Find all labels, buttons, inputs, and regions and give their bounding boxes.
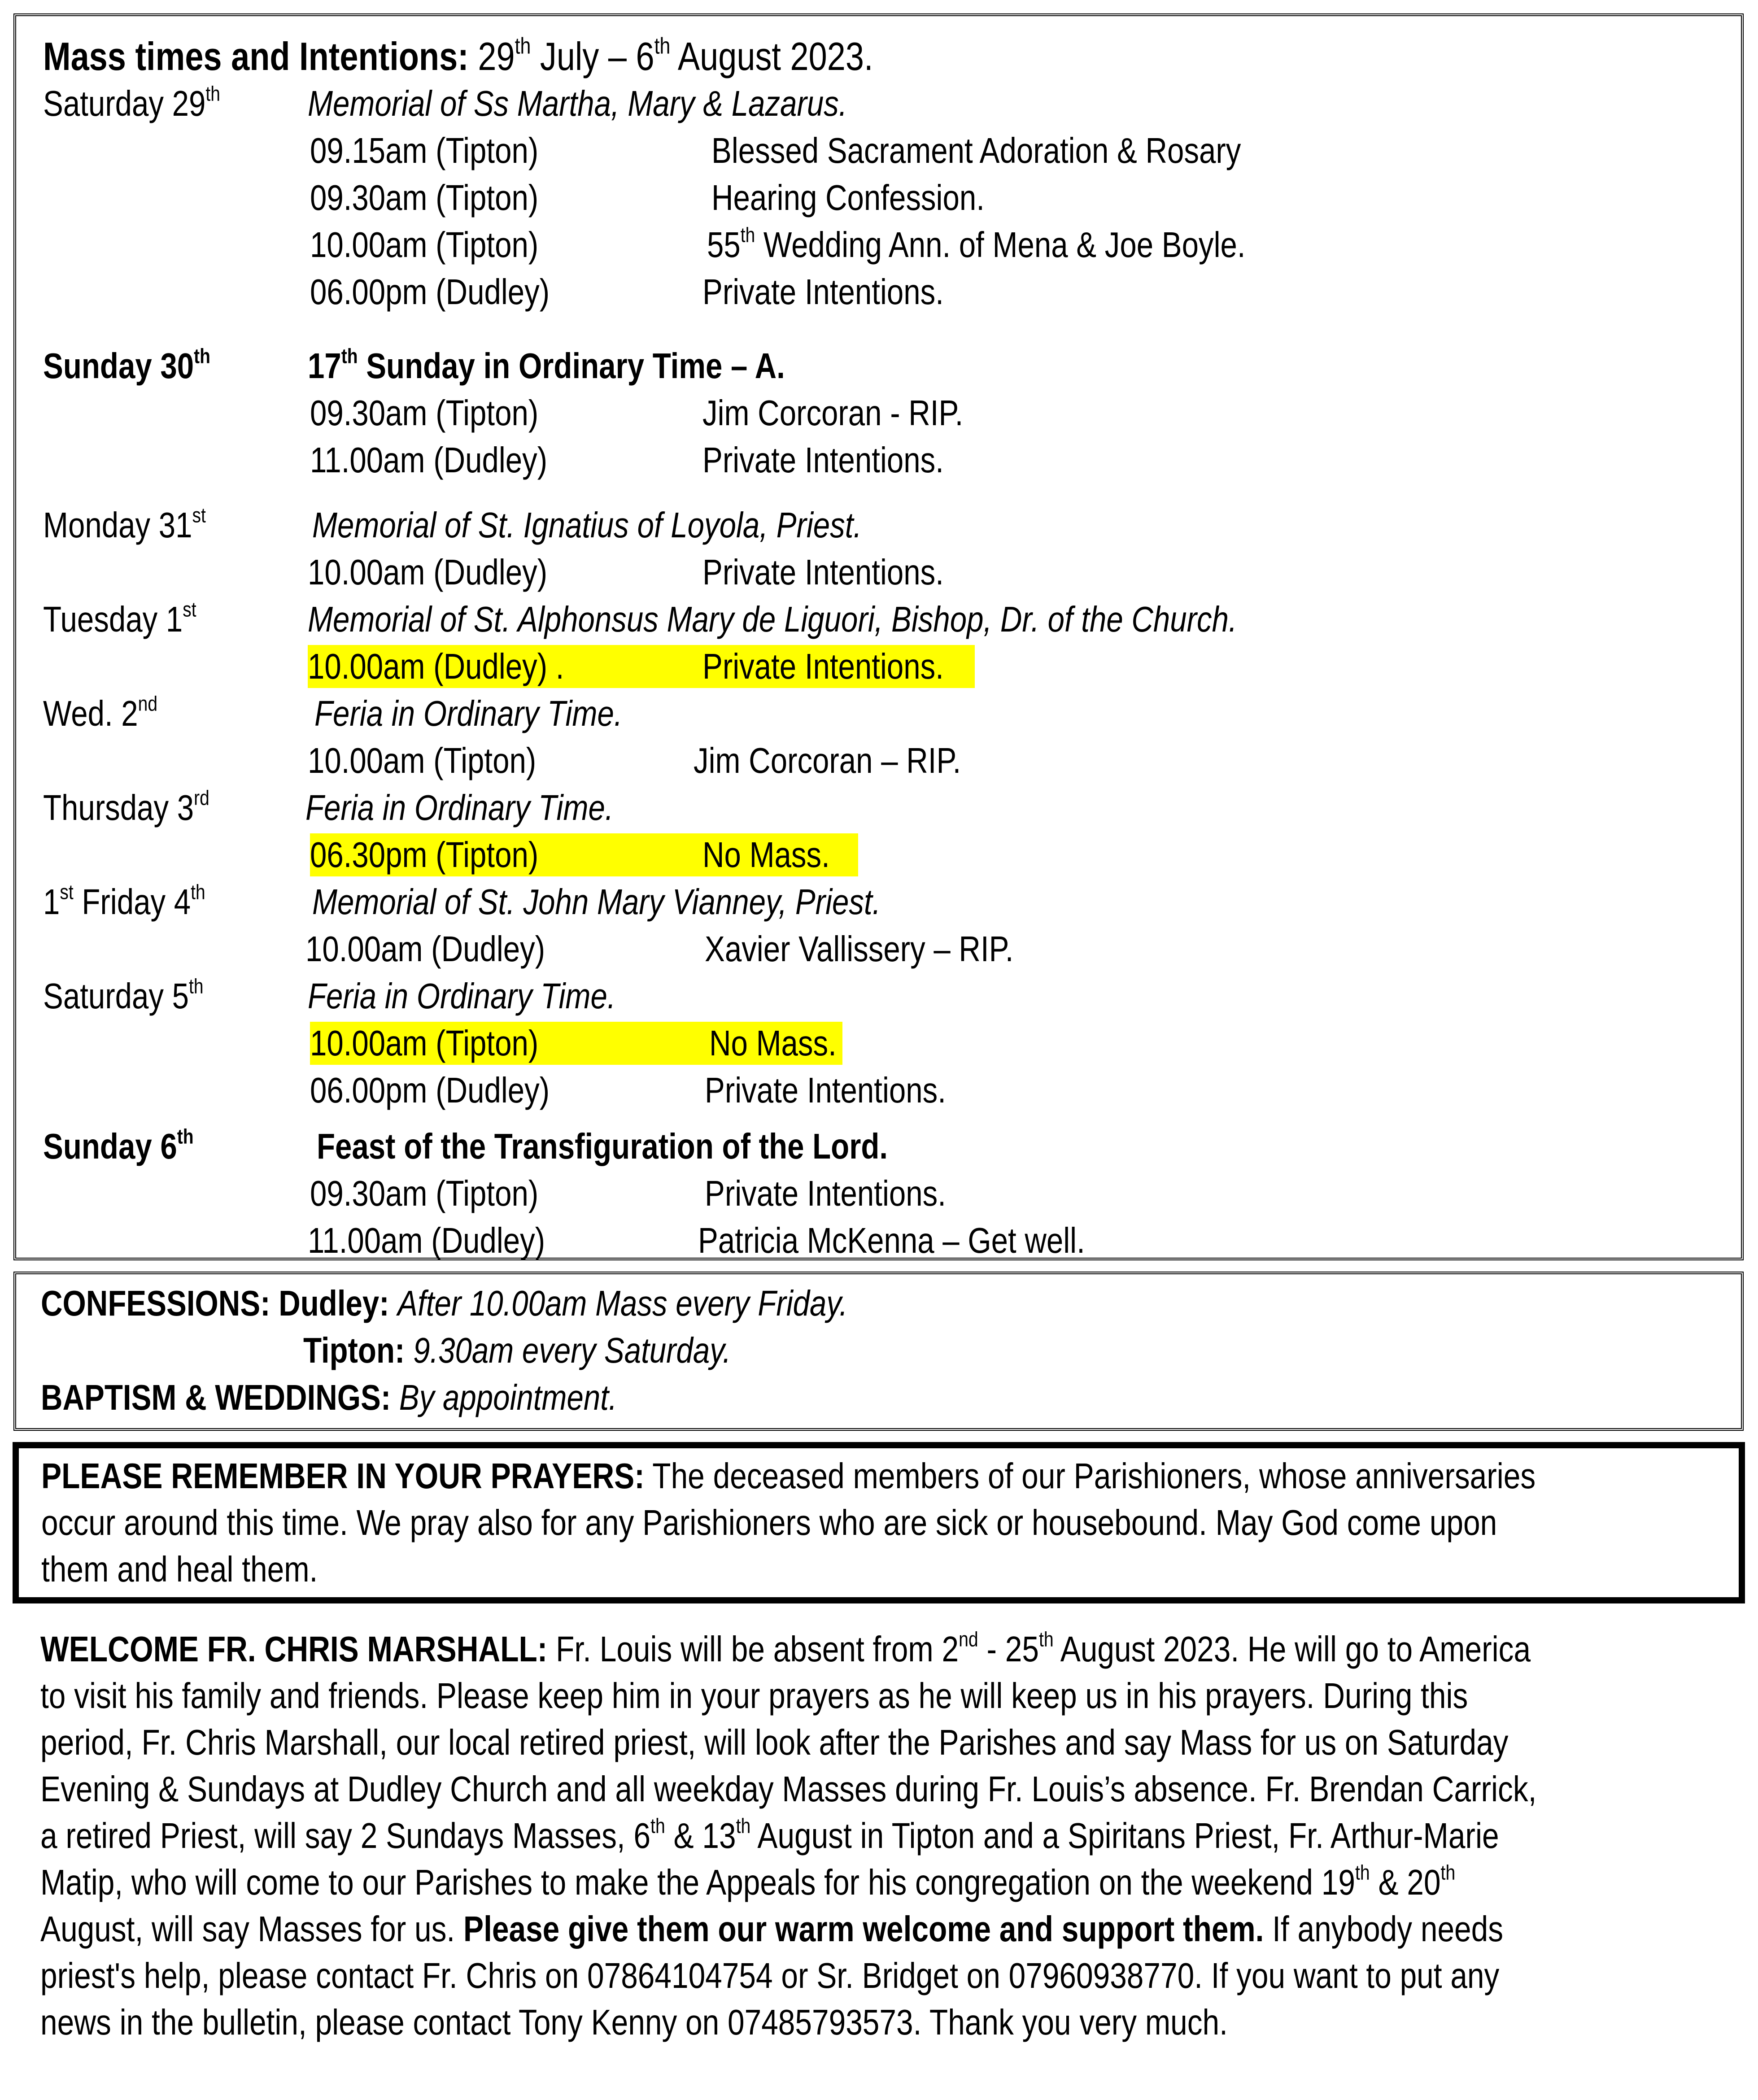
- day-label: Tuesday 1st: [43, 597, 196, 639]
- welcome-line-1: WELCOME FR. CHRIS MARSHALL: Fr. Louis will be absent from 2nd - 25th August 2023. He will go to America: [40, 1627, 1531, 1669]
- mass-title-dates: 29th July – 6th August 2023.: [468, 33, 873, 78]
- mass-time: 10.00am (Dudley) .: [308, 646, 564, 686]
- mass-intention: No Mass.: [702, 835, 830, 875]
- prayers-box: [13, 1442, 1745, 1603]
- day-label: Thursday 3rd: [43, 786, 209, 828]
- mass-time: 06.30pm (Tipton): [310, 835, 539, 875]
- mass-intention: Hearing Confession.: [711, 178, 985, 218]
- mass-intention: Patricia McKenna – Get well.: [698, 1220, 1085, 1260]
- feast-label: Memorial of Ss Martha, Mary & Lazarus.: [308, 83, 847, 123]
- welcome-line-3: period, Fr. Chris Marshall, our local retired priest, will look after the Parishes and say Mass for us on Saturday: [40, 1722, 1509, 1762]
- confessions-box: [13, 1272, 1744, 1431]
- prayers-label: PLEASE REMEMBER IN YOUR PRAYERS:: [41, 1456, 645, 1496]
- dudley-label: Dudley:: [279, 1283, 389, 1323]
- feast-label: Feria in Ordinary Time.: [314, 693, 623, 733]
- confessions-label: CONFESSIONS:: [41, 1283, 270, 1323]
- welcome-line-8: priest's help, please contact Fr. Chris on 07864104754 or Sr. Bridget on 07960938770. If you want to put any: [40, 1956, 1500, 1995]
- mass-intention: Private Intentions.: [702, 646, 944, 686]
- mass-time: 11.00am (Dudley): [308, 1220, 545, 1260]
- mass-time: 09.30am (Tipton): [310, 178, 539, 218]
- day-label: 1st Friday 4th: [43, 880, 205, 922]
- mass-time: 11.00am (Dudley): [310, 440, 548, 480]
- welcome-line-7: August, will say Masses for us. Please give them our warm welcome and support them. If anybody needs: [40, 1909, 1504, 1949]
- mass-intention: No Mass.: [709, 1023, 837, 1063]
- tipton-text: 9.30am every Saturday.: [413, 1330, 731, 1370]
- feast-label: Feria in Ordinary Time.: [305, 788, 614, 828]
- mass-intention: Private Intentions.: [705, 1173, 946, 1213]
- feast-label: Feast of the Transfiguration of the Lord.: [317, 1126, 888, 1166]
- welcome-line-4: Evening & Sundays at Dudley Church and all weekday Masses during Fr. Louis’s absence. Fr. Brendan Carrick,: [40, 1769, 1537, 1809]
- feast-label: Memorial of St. Alphonsus Mary de Liguori, Bishop, Dr. of the Church.: [308, 599, 1237, 639]
- welcome-line-6: Matip, who will come to our Parishes to make the Appeals for his congregation on the weekend 19th & 20th: [40, 1860, 1456, 1902]
- mass-intention: Blessed Sacrament Adoration & Rosary: [711, 131, 1241, 170]
- baptism-line: [41, 1375, 727, 1420]
- dudley-text: After 10.00am Mass every Friday.: [397, 1283, 848, 1323]
- mass-intention: Jim Corcoran - RIP.: [702, 393, 964, 433]
- mass-time: 10.00am (Dudley): [308, 552, 548, 592]
- mass-time: 10.00am (Tipton): [310, 225, 539, 265]
- welcome-line-9: news in the bulletin, please contact Tony Kenny on 07485793573. Thank you very much.: [40, 2002, 1228, 2042]
- prayers-line-2: occur around this time. We pray also for any Parishioners who are sick or housebound. May God come upon: [41, 1503, 1497, 1542]
- welcome-line-2: to visit his family and friends. Please keep him in your prayers as he will keep us in his prayers. During this: [40, 1676, 1468, 1716]
- mass-intention: Jim Corcoran – RIP.: [694, 741, 961, 780]
- confessions-tipton-line: [303, 1328, 812, 1373]
- mass-time: 06.00pm (Dudley): [310, 1070, 550, 1110]
- mass-intention: Private Intentions.: [702, 440, 944, 480]
- feast-label: Memorial of St. John Mary Vianney, Priest.: [312, 882, 881, 922]
- mass-time: 10.00am (Dudley): [305, 929, 545, 969]
- day-label: Saturday 5th: [43, 974, 204, 1016]
- mass-times-box: Mass times and Intentions: 29th July – 6th August 2023. Saturday 29th Memorial of Ss Martha, Mary & Lazarus. 09.15am (Tipton) Blessed Sacrament Adoration & Rosary 09.30am (Tipton) Hearing Confession. 10.00am (Tipton) 55th Wedding Ann. of Mena & Joe Boyle. 06.00pm (Dudley) Private Intentions. Sunday 30th 17th Sunday in Ordinary Time – A. 09.30am (Tipton) Jim Corcoran - RIP. 11.00am (Dudley) Private Intentions. Monday 31st Memorial of St. Ignatius of Loyola, Priest. 10.00am (Dudley) Private Intentions. Tuesday 1st Memorial of St. Alphonsus Mary de Liguori, Bishop, Dr. of the Church. 10.00am (Dudley) . Private Intentions. Wed. 2nd Feria in Ordinary Time. 10.00am (Tipton) Jim Corcoran – RIP. Thursday 3rd Feria in Ordinary Time. 06.30pm (Tipton) No Mass. 1st Friday 4th Memorial of St. John Mary Vianney, Priest. 10.00am (Dudley) Xavier Vallissery – RIP. Saturday 5th Feria in Ordinary Time. 10.00am (Tipton) No Mass. 06.00pm (Dudley) Private Intentions. Sunday 6th Feast of the Transfiguration of the Lord. 09.30am (Tipton) Private Intentions. 11.00am (Dudley) Patricia McKenna – Get well.: [13, 13, 1744, 1260]
- mass-time: 06.00pm (Dudley): [310, 272, 550, 312]
- mass-time: 10.00am (Tipton): [308, 741, 537, 780]
- feast-label: 17th Sunday in Ordinary Time – A.: [308, 344, 785, 386]
- welcome-label: WELCOME FR. CHRIS MARSHALL:: [40, 1629, 548, 1669]
- feast-label: Feria in Ordinary Time.: [308, 976, 616, 1016]
- welcome-line-5: a retired Priest, will say 2 Sundays Masses, 6th & 13th August in Tipton and a Spiritans Priest, Fr. Arthur-Marie: [40, 1814, 1499, 1856]
- mass-time: 09.15am (Tipton): [310, 131, 539, 170]
- mass-intention: Private Intentions.: [705, 1070, 946, 1110]
- prayers-line-3: them and heal them.: [41, 1549, 318, 1589]
- confessions-dudley-line: [41, 1281, 1001, 1326]
- day-label: Sunday 30th: [43, 344, 210, 386]
- mass-time: 09.30am (Tipton): [310, 1173, 539, 1213]
- mass-intention: 55th Wedding Ann. of Mena & Joe Boyle.: [707, 223, 1246, 265]
- day-label: Wed. 2nd: [43, 692, 158, 733]
- mass-intention: Private Intentions.: [702, 552, 944, 592]
- baptism-label: BAPTISM & WEDDINGS:: [41, 1377, 391, 1417]
- baptism-text: By appointment.: [399, 1377, 617, 1417]
- day-label: Monday 31st: [43, 503, 206, 545]
- feast-label: Memorial of St. Ignatius of Loyola, Priest.: [312, 505, 862, 545]
- mass-intention: Private Intentions.: [702, 272, 944, 312]
- mass-time: 09.30am (Tipton): [310, 393, 539, 433]
- day-label: Saturday 29th: [43, 82, 220, 123]
- prayers-line-1: PLEASE REMEMBER IN YOUR PRAYERS: The deceased members of our Parishioners, whose anniversaries: [41, 1456, 1536, 1496]
- tipton-label: Tipton:: [303, 1330, 405, 1370]
- mass-time: 10.00am (Tipton): [310, 1023, 539, 1063]
- mass-intention: Xavier Vallissery – RIP.: [705, 929, 1014, 969]
- day-label: Sunday 6th: [43, 1124, 194, 1166]
